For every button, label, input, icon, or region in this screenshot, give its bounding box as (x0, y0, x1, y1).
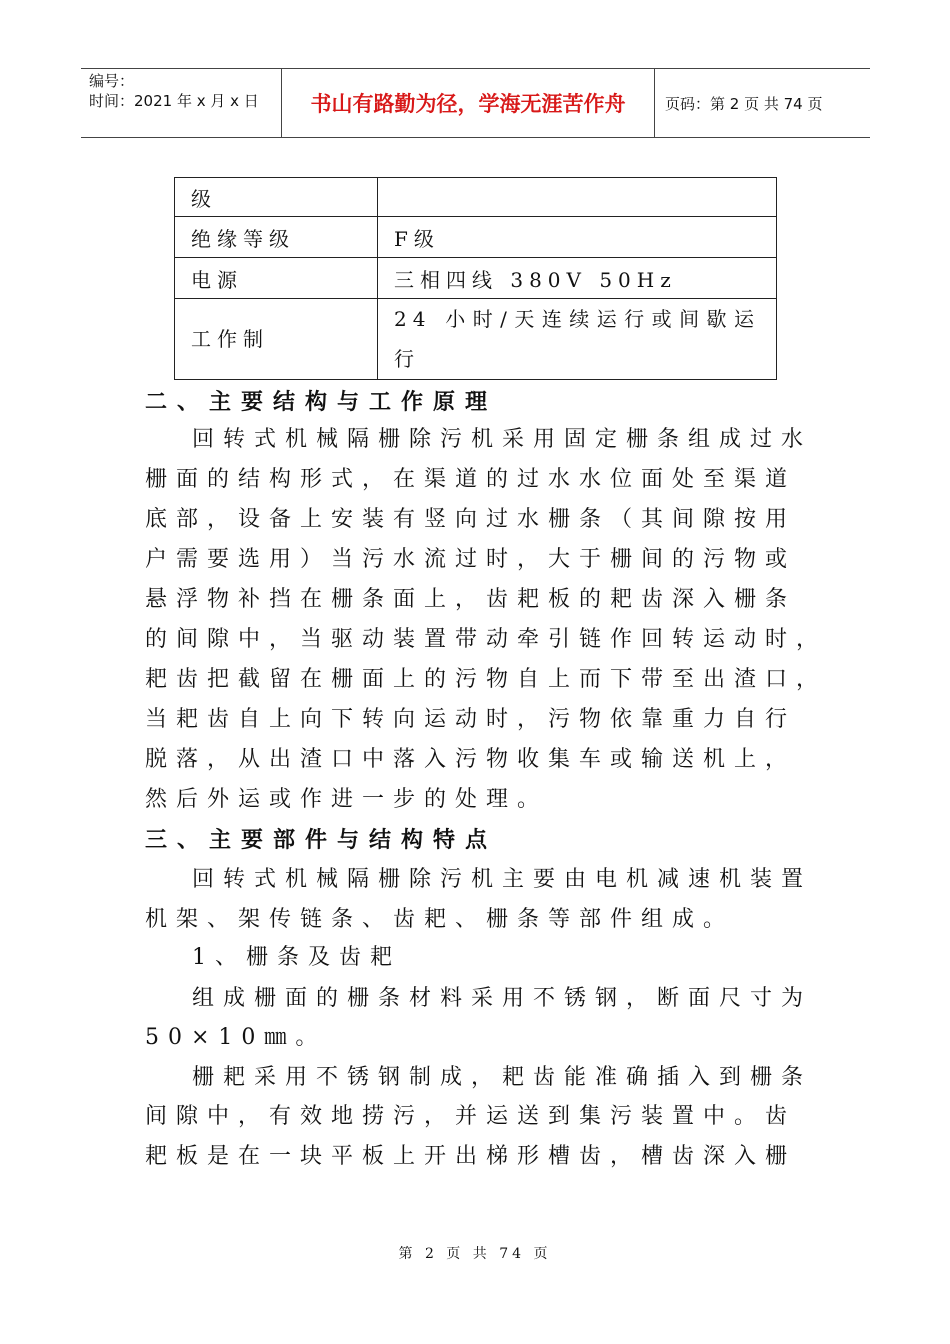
table-cell-value (378, 178, 777, 217)
header-meta (81, 69, 281, 137)
header-motto: 书山有路勤为径，学海无涯苦作舟 (281, 69, 655, 137)
table-cell-label: 绝缘等级 (175, 217, 378, 258)
table-cell-value: F级 (378, 217, 777, 258)
paragraph-line: 组成栅面的栅条材料采用不锈钢，断面尺寸为 (192, 986, 813, 1011)
table-cell-value: 三相四线 380V 50Hz (378, 258, 777, 299)
table-cell-label: 电源 (175, 258, 378, 299)
document-date: 时间：2021 年 x 月 x 日 (89, 92, 259, 110)
paragraph-line: 户需要选用）当污水流过时，大于栅间的污物或 (145, 547, 797, 572)
header-page-info: 页码：第 2 页 共 74 页 (665, 94, 823, 113)
section-heading: 三、主要部件与结构特点 (145, 827, 498, 853)
paragraph-line: 间隙中，有效地捞污，并运送到集污装置中。齿 (145, 1104, 797, 1129)
paragraph-line: 栅面的结构形式，在渠道的过水水位面处至渠道 (145, 467, 797, 492)
paragraph-line: 脱落，从出渣口中落入污物收集车或输送机上， (145, 747, 797, 772)
paragraph-line: 栅耙采用不锈钢制成，耙齿能准确插入到栅条 (192, 1065, 813, 1090)
paragraph-line: 耙板是在一块平板上开出梯形槽齿，槽齿深入栅 (145, 1144, 797, 1169)
paragraph-line: 悬浮物补挡在栅条面上，齿耙板的耙齿深入栅条 (145, 587, 797, 612)
table-row (175, 217, 777, 258)
table-cell-label: 工作制 (175, 299, 378, 380)
page-header (81, 68, 870, 138)
section-heading: 二、主要结构与工作原理 (145, 389, 498, 415)
document-number: 编号： (89, 72, 135, 90)
page-footer: 第 2 页 共 74 页 (398, 1246, 552, 1262)
paragraph-line: 回转式机械隔栅除污机主要由电机减速机装置 (192, 867, 813, 892)
table-row (175, 178, 777, 217)
table-cell-value: 24 小时/天连续运行或间歇运行 (378, 299, 777, 380)
paragraph-line: 底部，设备上安装有竖向过水栅条（其间隙按用 (145, 507, 797, 532)
paragraph-line: 机架、架传链条、齿耙、栅条等部件组成。 (145, 907, 735, 932)
paragraph-line: 的间隙中，当驱动装置带动牵引链作回转运动时， (145, 627, 828, 652)
paragraph-line: 然后外运或作进一步的处理。 (145, 787, 549, 812)
paragraph-line: 回转式机械隔栅除污机采用固定栅条组成过水 (192, 427, 813, 452)
spec-table (174, 177, 777, 380)
table-row (175, 258, 777, 299)
subsection-heading: 1、栅条及齿耙 (192, 945, 401, 970)
table-cell-label: 级 (175, 178, 378, 217)
paragraph-line: 耙齿把截留在栅面上的污物自上而下带至出渣口， (145, 667, 828, 692)
paragraph-line: 50×10㎜。 (145, 1025, 327, 1050)
paragraph-line: 当耙齿自上向下转向运动时，污物依靠重力自行 (145, 707, 797, 732)
table-row (175, 299, 777, 380)
